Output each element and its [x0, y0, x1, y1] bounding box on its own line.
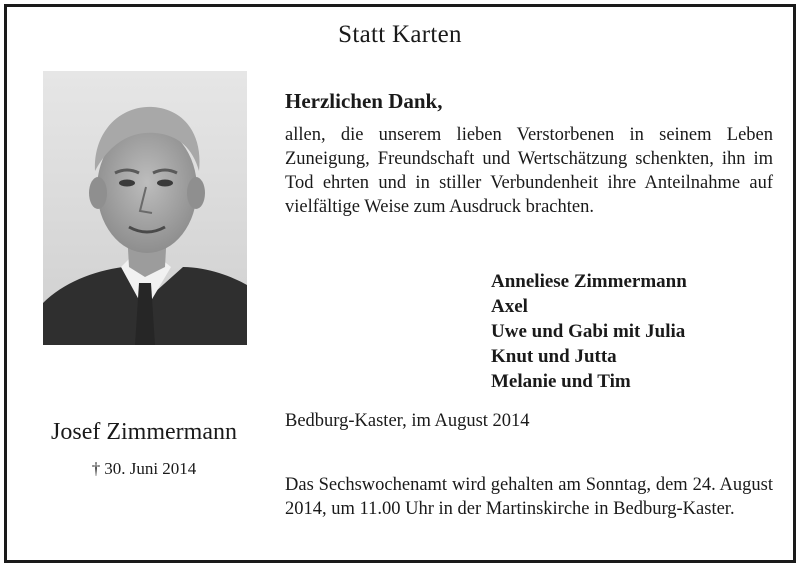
signer-name: Anneliese Zimmermann — [491, 271, 687, 292]
mass-notice: Das Sechswochenamt wird gehalten am Sonntag, dem 24. August 2014, um 11.00 Uhr in der Martinskirche in Bedburg-Kaster. — [285, 475, 773, 519]
signer-name: Uwe und Gabi mit Julia — [491, 321, 686, 342]
cross-icon: † — [91, 459, 101, 478]
thanks-heading: Herzlichen Dank, — [285, 89, 443, 113]
obituary-card — [4, 4, 796, 563]
signer-name: Axel — [491, 296, 528, 317]
place-date: Bedburg-Kaster, im August 2014 — [285, 411, 530, 431]
card-title: Statt Karten — [338, 21, 462, 48]
death-date: 30. Juni 2014 — [104, 459, 197, 478]
thanks-paragraph: allen, die unserem lieben Verstorbenen in seinem Leben Zuneigung, Freundschaft und Wertschätzung schenkten, ihn im Tod ehrten und in stiller Verbundenheit ihre Anteilnahme auf vielfältige Weise zum Ausdruck brachten. — [285, 125, 773, 217]
signer-name: Knut und Jutta — [491, 346, 617, 367]
signer-name: Melanie und Tim — [491, 371, 631, 392]
death-date-line — [37, 459, 251, 479]
portrait-image — [43, 71, 247, 345]
signers-list — [491, 269, 687, 394]
portrait-photo — [43, 71, 247, 345]
deceased-name: Josef Zimmermann — [51, 419, 237, 445]
